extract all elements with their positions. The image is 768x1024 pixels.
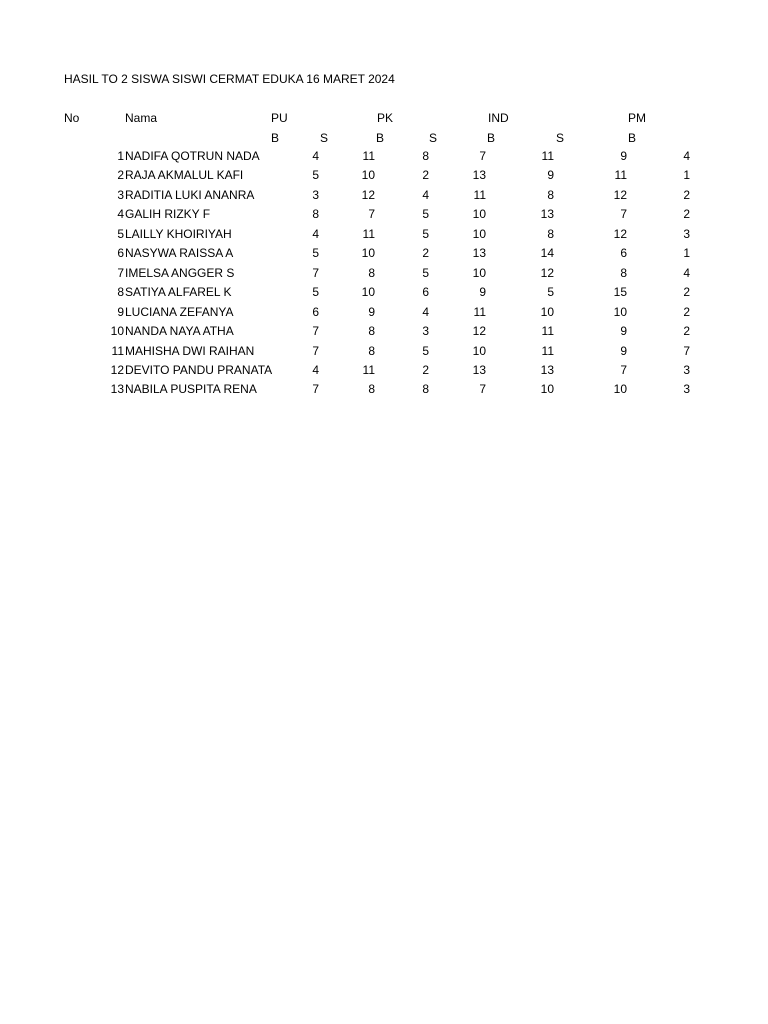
score-cell: 3 bbox=[422, 324, 429, 339]
score-cell: 7 bbox=[479, 149, 486, 163]
table-row bbox=[0, 166, 768, 185]
row-number: 2 bbox=[117, 168, 124, 183]
score-cell: 5 bbox=[422, 207, 429, 222]
score-cell: 5 bbox=[312, 168, 319, 183]
row-number: 8 bbox=[117, 285, 124, 300]
score-cell: 7 bbox=[368, 207, 375, 222]
score-cell: 7 bbox=[312, 265, 319, 280]
score-cell: 12 bbox=[540, 265, 554, 280]
score-cell: 2 bbox=[422, 246, 429, 261]
subheader-3: S bbox=[429, 131, 438, 145]
score-cell: 7 bbox=[479, 382, 486, 397]
score-cell: 3 bbox=[683, 362, 690, 377]
score-cell: 13 bbox=[472, 246, 486, 261]
score-cell: 8 bbox=[368, 343, 375, 358]
score-cell: 12 bbox=[613, 187, 627, 202]
score-cell: 10 bbox=[472, 226, 486, 241]
score-cell: 2 bbox=[683, 324, 690, 339]
row-number: 6 bbox=[117, 246, 124, 261]
student-name: RADITIA LUKI ANANRA bbox=[125, 187, 255, 202]
row-number: 9 bbox=[117, 304, 124, 319]
student-name: NABILA PUSPITA RENA bbox=[125, 382, 257, 397]
header-ind: IND bbox=[488, 111, 509, 125]
score-cell: 9 bbox=[479, 285, 486, 300]
score-cell: 8 bbox=[547, 187, 554, 202]
row-number: 10 bbox=[110, 324, 124, 339]
score-cell: 5 bbox=[422, 226, 429, 241]
score-cell: 10 bbox=[472, 265, 486, 280]
score-cell: 10 bbox=[613, 304, 627, 319]
score-cell: 3 bbox=[683, 382, 690, 397]
subheader-1: S bbox=[320, 131, 329, 145]
score-cell: 8 bbox=[422, 382, 429, 397]
table-row bbox=[0, 186, 768, 205]
score-cell: 13 bbox=[540, 362, 554, 377]
header-nama: Nama bbox=[125, 111, 158, 125]
subheader-4: B bbox=[487, 131, 496, 145]
score-cell: 12 bbox=[613, 226, 627, 241]
score-cell: 9 bbox=[620, 343, 627, 358]
table-row bbox=[0, 205, 768, 224]
score-cell: 8 bbox=[422, 149, 429, 163]
student-name: SATIYA ALFAREL K bbox=[125, 285, 232, 300]
table-row bbox=[0, 303, 768, 322]
score-cell: 2 bbox=[683, 207, 690, 222]
table-row bbox=[0, 147, 768, 166]
student-name: GALIH RIZKY F bbox=[125, 207, 211, 222]
subheader-0: B bbox=[271, 131, 280, 145]
header-pm: PM bbox=[628, 111, 646, 125]
score-cell: 3 bbox=[683, 226, 690, 241]
score-cell: 12 bbox=[472, 324, 486, 339]
score-cell: 6 bbox=[422, 285, 429, 300]
student-name: IMELSA ANGGER S bbox=[125, 265, 235, 280]
score-cell: 11 bbox=[614, 168, 627, 183]
score-cell: 4 bbox=[312, 149, 319, 163]
score-cell: 11 bbox=[473, 187, 486, 202]
subheader-2: B bbox=[376, 131, 385, 145]
score-cell: 5 bbox=[422, 265, 429, 280]
score-cell: 13 bbox=[472, 362, 486, 377]
score-cell: 10 bbox=[472, 207, 486, 222]
score-cell: 2 bbox=[683, 187, 690, 202]
score-cell: 4 bbox=[312, 362, 319, 377]
score-cell: 2 bbox=[422, 168, 429, 183]
table-row bbox=[0, 380, 768, 399]
table-row bbox=[0, 283, 768, 302]
score-cell: 11 bbox=[541, 324, 554, 339]
student-name: LAILLY KHOIRIYAH bbox=[125, 226, 232, 241]
page-title: HASIL TO 2 SISWA SISWI CERMAT EDUKA 16 MARET 2024 bbox=[64, 72, 395, 86]
student-name: MAHISHA DWI RAIHAN bbox=[125, 343, 255, 358]
row-number: 11 bbox=[111, 343, 124, 358]
score-cell: 2 bbox=[422, 362, 429, 377]
score-cell: 7 bbox=[312, 382, 319, 397]
score-cell: 10 bbox=[472, 343, 486, 358]
score-cell: 10 bbox=[361, 246, 375, 261]
score-cell: 10 bbox=[361, 285, 375, 300]
student-name: DEVITO PANDU PRANATA bbox=[125, 362, 273, 377]
student-name: NADIFA QOTRUN NADA bbox=[125, 149, 260, 163]
table-row bbox=[0, 244, 768, 263]
score-cell: 9 bbox=[620, 324, 627, 339]
score-cell: 9 bbox=[547, 168, 554, 183]
score-cell: 5 bbox=[312, 285, 319, 300]
table-row bbox=[0, 342, 768, 361]
table-row bbox=[0, 264, 768, 283]
score-cell: 13 bbox=[472, 168, 486, 183]
score-cell: 1 bbox=[683, 168, 690, 183]
score-cell: 8 bbox=[312, 207, 319, 222]
subheader-6: B bbox=[628, 131, 637, 145]
score-cell: 8 bbox=[620, 265, 627, 280]
score-cell: 2 bbox=[683, 285, 690, 300]
score-cell: 8 bbox=[547, 226, 554, 241]
score-cell: 10 bbox=[613, 382, 627, 397]
score-cell: 11 bbox=[362, 149, 375, 163]
table-row bbox=[0, 225, 768, 244]
score-cell: 6 bbox=[620, 246, 627, 261]
student-name: LUCIANA ZEFANYA bbox=[125, 304, 234, 319]
score-cell: 8 bbox=[368, 265, 375, 280]
row-number: 5 bbox=[117, 226, 124, 241]
student-name: NASYWA RAISSA A bbox=[125, 246, 234, 261]
header-pk: PK bbox=[377, 111, 394, 125]
score-cell: 4 bbox=[683, 265, 690, 280]
row-number: 1 bbox=[117, 149, 124, 163]
score-cell: 5 bbox=[422, 343, 429, 358]
score-cell: 4 bbox=[422, 304, 429, 319]
score-cell: 14 bbox=[540, 246, 554, 261]
score-cell: 4 bbox=[683, 149, 690, 163]
subheader-5: S bbox=[556, 131, 565, 145]
table-row bbox=[0, 361, 768, 380]
score-cell: 8 bbox=[368, 324, 375, 339]
row-number: 3 bbox=[117, 187, 124, 202]
score-cell: 6 bbox=[312, 304, 319, 319]
score-cell: 10 bbox=[540, 382, 554, 397]
row-number: 4 bbox=[117, 207, 124, 222]
score-cell: 4 bbox=[422, 187, 429, 202]
score-cell: 11 bbox=[541, 149, 554, 163]
score-cell: 9 bbox=[368, 304, 375, 319]
score-cell: 7 bbox=[312, 343, 319, 358]
score-cell: 13 bbox=[540, 207, 554, 222]
score-cell: 7 bbox=[620, 362, 627, 377]
score-cell: 3 bbox=[312, 187, 319, 202]
student-name: NANDA NAYA ATHA bbox=[125, 324, 234, 339]
score-cell: 11 bbox=[541, 343, 554, 358]
row-number: 7 bbox=[117, 265, 124, 280]
score-cell: 10 bbox=[361, 168, 375, 183]
table-row bbox=[0, 322, 768, 341]
score-cell: 12 bbox=[361, 187, 375, 202]
score-cell: 4 bbox=[312, 226, 319, 241]
score-cell: 11 bbox=[473, 304, 486, 319]
score-cell: 5 bbox=[312, 246, 319, 261]
score-cell: 10 bbox=[540, 304, 554, 319]
score-cell: 5 bbox=[547, 285, 554, 300]
score-cell: 9 bbox=[620, 149, 627, 163]
header-pu: PU bbox=[271, 111, 288, 125]
score-cell: 8 bbox=[368, 382, 375, 397]
score-cell: 7 bbox=[683, 343, 690, 358]
score-cell: 1 bbox=[683, 246, 690, 261]
header-no: No bbox=[64, 111, 80, 125]
row-number: 12 bbox=[110, 362, 124, 377]
row-number: 13 bbox=[110, 382, 124, 397]
score-cell: 11 bbox=[362, 362, 375, 377]
score-cell: 2 bbox=[683, 304, 690, 319]
student-name: RAJA AKMALUL KAFI bbox=[125, 168, 244, 183]
score-cell: 7 bbox=[620, 207, 627, 222]
score-cell: 11 bbox=[362, 226, 375, 241]
score-cell: 15 bbox=[613, 285, 627, 300]
score-cell: 7 bbox=[312, 324, 319, 339]
